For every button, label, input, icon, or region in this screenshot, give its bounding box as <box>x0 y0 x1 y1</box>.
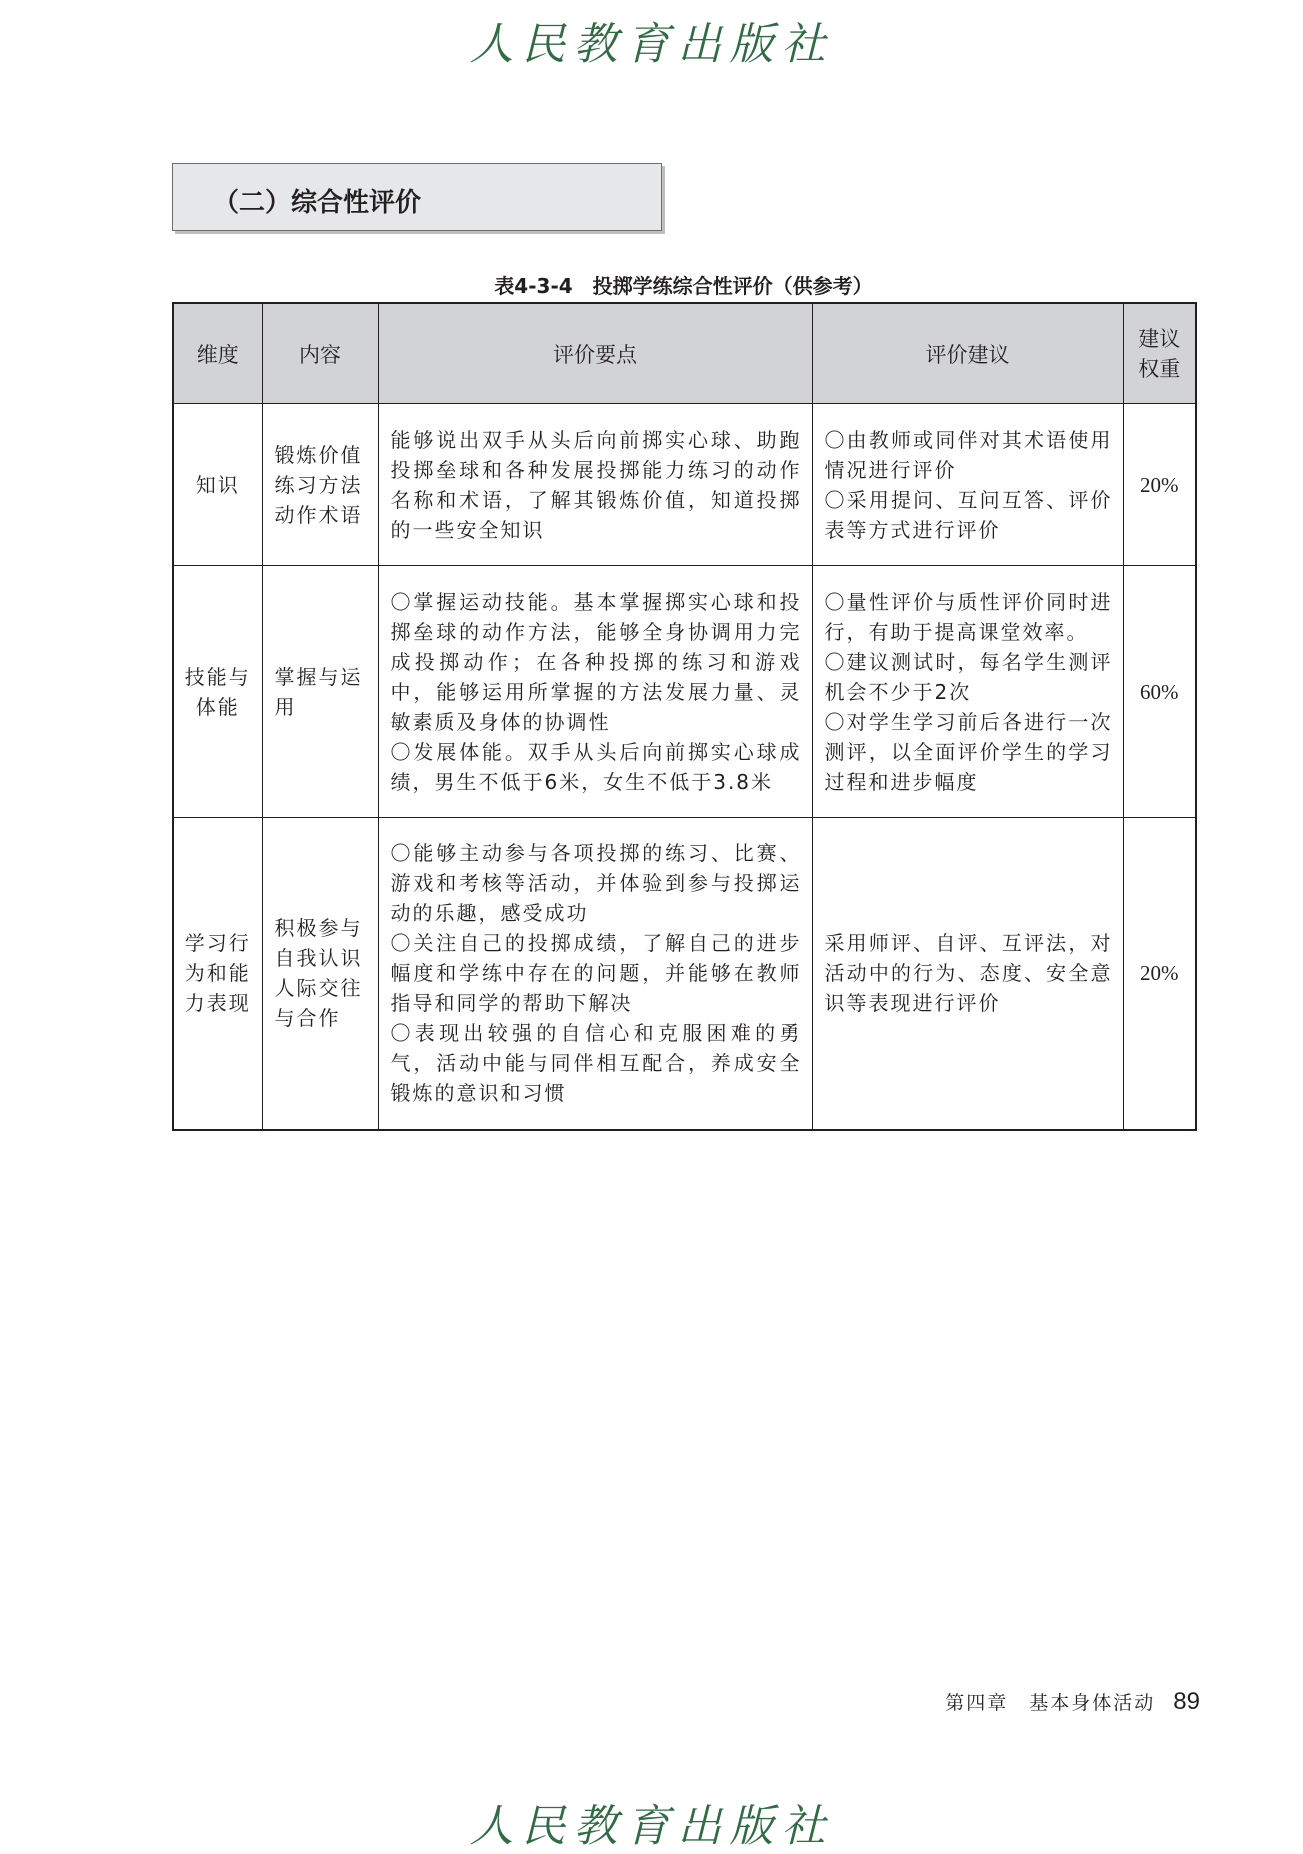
page-footer <box>900 1688 1200 1716</box>
cell-dimension: 技能与 体能 <box>173 566 262 818</box>
section-heading-box <box>172 163 662 231</box>
cell-key-points: 〇能够主动参与各项投掷的练习、比赛、游戏和考核等活动，并体验到参与投掷运动的乐趣，感受成功 〇关注自己的投掷成绩，了解自己的进步幅度和学练中存在的问题，并能够在教师指导和同学的帮助下解决 〇表现出较强的自信心和克服困难的勇气，活动中能与同伴相互配合，养成安全锻炼的意识和习惯 <box>378 818 812 1130</box>
cell-weight: 20% <box>1123 818 1196 1130</box>
header-dimension: 维度 <box>173 303 262 404</box>
evaluation-table <box>172 302 1197 1131</box>
cell-dimension: 知识 <box>173 404 262 566</box>
cell-suggestions: 〇量性评价与质性评价同时进行，有助于提高课堂效率。 〇建议测试时，每名学生测评机会不少于2次 〇对学生学习前后各进行一次测评，以全面评价学生的学习过程和进步幅度 <box>812 566 1123 818</box>
header-weight: 建议 权重 <box>1123 303 1196 404</box>
cell-weight: 60% <box>1123 566 1196 818</box>
cell-weight: 20% <box>1123 404 1196 566</box>
cell-key-points: 〇掌握运动技能。基本掌握掷实心球和投掷垒球的动作方法，能够全身协调用力完成投掷动作；在各种投掷的练习和游戏中，能够运用所掌握的方法发展力量、灵敏素质及身体的协调性 〇发展体能。双手从头后向前掷实心球成绩，男生不低于6米，女生不低于3.8米 <box>378 566 812 818</box>
table-caption: 表4-3-4 投掷学练综合性评价（供参考） <box>494 274 873 298</box>
table-row <box>173 818 1196 1130</box>
header-content: 内容 <box>262 303 378 404</box>
cell-content: 积极参与 自我认识 人际交往 与合作 <box>262 818 378 1130</box>
publisher-watermark-bottom: 人民教育出版社 <box>469 1801 834 1852</box>
cell-suggestions: 采用师评、自评、互评法，对活动中的行为、态度、安全意识等表现进行评价 <box>812 818 1123 1130</box>
cell-content: 掌握与运 用 <box>262 566 378 818</box>
cell-content: 锻炼价值 练习方法 动作术语 <box>262 404 378 566</box>
table-row <box>173 566 1196 818</box>
chapter-title: 第四章 基本身体活动 <box>945 1692 1156 1714</box>
cell-suggestions: 〇由教师或同伴对其术语使用情况进行评价 〇采用提问、互问互答、评价表等方式进行评价 <box>812 404 1123 566</box>
page-number: 89 <box>1173 1688 1200 1715</box>
table-header-row <box>173 303 1196 404</box>
cell-key-points: 能够说出双手从头后向前掷实心球、助跑投掷垒球和各种发展投掷能力练习的动作名称和术语，了解其锻炼价值，知道投掷的一些安全知识 <box>378 404 812 566</box>
section-title: （二）综合性评价 <box>213 188 422 218</box>
table-row <box>173 404 1196 566</box>
cell-dimension: 学习行 为和能 力表现 <box>173 818 262 1130</box>
header-key-points: 评价要点 <box>378 303 812 404</box>
header-suggestions: 评价建议 <box>812 303 1123 404</box>
publisher-watermark-top: 人民教育出版社 <box>469 19 834 70</box>
